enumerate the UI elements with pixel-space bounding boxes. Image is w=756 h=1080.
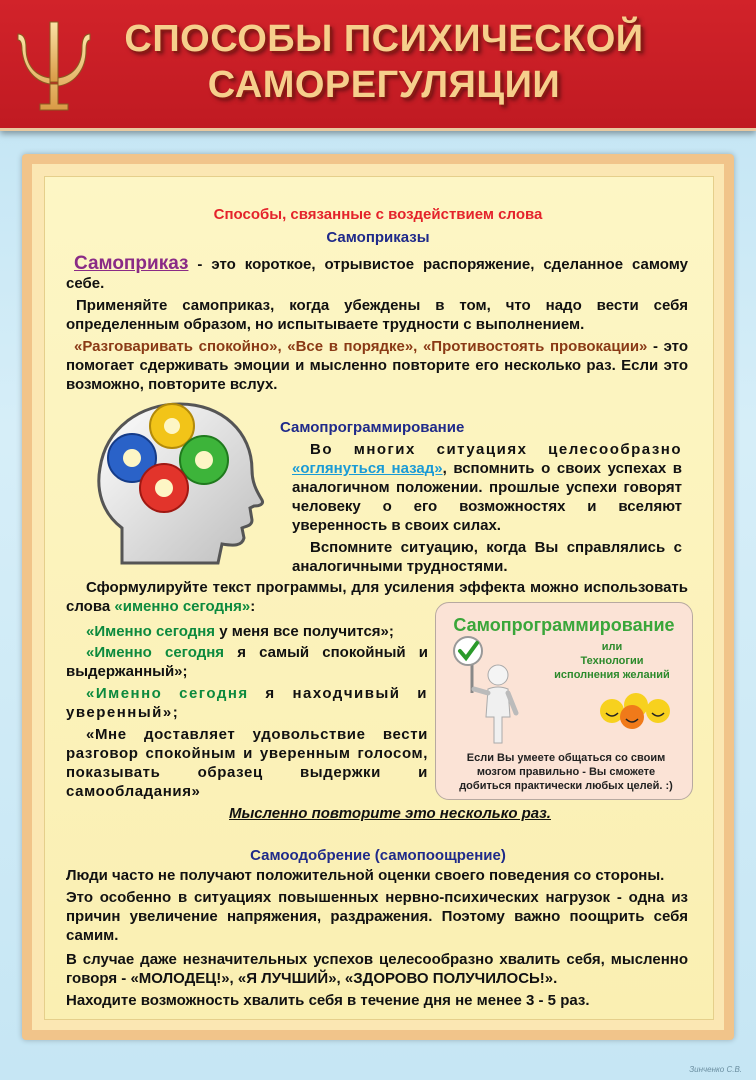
intro-paragraph-1 xyxy=(66,254,688,293)
programming-p1-lead: Во многих ситуациях целесообразно xyxy=(310,441,682,458)
example-3-text: я находчивый и уверенный»; xyxy=(66,685,428,721)
page-title xyxy=(104,16,664,108)
approval-paragraph-1: Люди часто не получают положительной оценки своего поведения со стороны. xyxy=(66,867,665,884)
repeat-mentally: Мысленно повторите это несколько раз. xyxy=(229,805,551,822)
gear-red-icon xyxy=(140,464,188,512)
example-4: «Мне доставляет удовольствие вести разговор спокойным и уверенным голосом, показывать образец выдержки и самообладания» xyxy=(66,726,428,800)
programming-paragraph-2: Вспомните ситуацию, когда Вы справлялись с аналогичными трудностями. xyxy=(292,539,682,575)
example-2-text: я самый спокойный и выдержанный»; xyxy=(66,644,428,680)
psi-symbol-icon xyxy=(14,14,94,114)
example-2 xyxy=(66,643,428,681)
figure-with-checkmark-icon xyxy=(450,633,530,749)
infobox-footnote: Если Вы умеете общаться со своим мозгом правильно - Вы сможете добиться практически любых целей. :) xyxy=(459,752,673,792)
header-banner xyxy=(0,0,756,131)
gear-green-icon xyxy=(180,436,228,484)
example-2-key: «Именно сегодня xyxy=(86,644,225,661)
smiley-faces-icon xyxy=(596,683,676,731)
example-1-text: у меня все получится»; xyxy=(215,623,394,640)
programming-p3-end: : xyxy=(250,598,256,615)
subsection-title: Самоприказы xyxy=(326,229,430,246)
infobox-sub-1: Технологии xyxy=(580,655,644,667)
example-3-key: «Именно сегодня xyxy=(86,685,249,702)
infobox-title: Самопрограммирование xyxy=(453,615,675,635)
programming-p3-lead: Сформулируйте текст программы, для усиления эффекта можно использовать слова xyxy=(66,579,688,615)
programming-paragraph-1 xyxy=(292,440,682,535)
intro-p3-text: - это помогает сдерживать эмоции и мысленно повторите его несколько раз. Если это возможно, повторите вслух. xyxy=(66,338,688,393)
look-back-phrase: «оглянуться назад» xyxy=(292,460,443,477)
title-line-2: САМОРЕГУЛЯЦИИ xyxy=(207,64,561,106)
approval-paragraph-4: Находите возможность хвалить себя в течение дня не менее 3 - 5 раз. xyxy=(66,992,590,1009)
programming-p1-text: , вспомнить о своих успехах в аналогичном положении. прошлые успехи говорят человеку о его возможностях и вселяют уверенность в своих силах. xyxy=(292,460,683,534)
intro-p1-text: - это короткое, отрывистое распоряжение, сделанное самому себе. xyxy=(66,256,688,292)
term-samoprikaz: Самоприказ xyxy=(74,253,189,274)
approval-title: Самоодобрение (самопоощрение) xyxy=(250,847,506,864)
example-3 xyxy=(66,684,428,722)
title-line-1: СПОСОБЫ ПСИХИЧЕСКОЙ xyxy=(124,18,644,60)
intro-paragraph-3 xyxy=(66,337,688,394)
approval-paragraph-2: Это особенно в ситуациях повышенных нервно-психических нагрузок - одна из причин увеличение напряжения, раздражения. Поэтому важно поощрить себя самим. xyxy=(66,889,688,944)
example-1-key: «Именно сегодня xyxy=(86,623,216,640)
self-programming-infobox xyxy=(435,602,693,800)
author-credit: Зинченко С.В. xyxy=(689,1065,742,1074)
example-1 xyxy=(66,622,428,641)
infobox-or: или xyxy=(601,641,623,653)
quoted-commands: «Разговаривать спокойно», «Все в порядке», «Противостоять провокации» xyxy=(74,338,648,355)
section-title: Способы, связанные с воздействием слова xyxy=(213,206,543,223)
infobox-sub-2: исполнения желаний xyxy=(554,669,670,681)
head-gears-illustration xyxy=(92,398,272,573)
intro-paragraph-2: Применяйте самоприказ, когда убеждены в том, что надо вести себя определенным образом, но испытываете трудности с выполнением. xyxy=(66,297,688,333)
approval-paragraph-3: В случае даже незначительных успехов целесообразно хвалить себя, мысленно говоря - «МОЛОДЕЦ!», «Я ЛУЧШИЙ», «ЗДОРОВО ПОЛУЧИЛОСЬ!». xyxy=(66,951,688,987)
keyword-today: «именно сегодня» xyxy=(114,598,251,615)
programming-title: Самопрограммирование xyxy=(280,419,465,436)
